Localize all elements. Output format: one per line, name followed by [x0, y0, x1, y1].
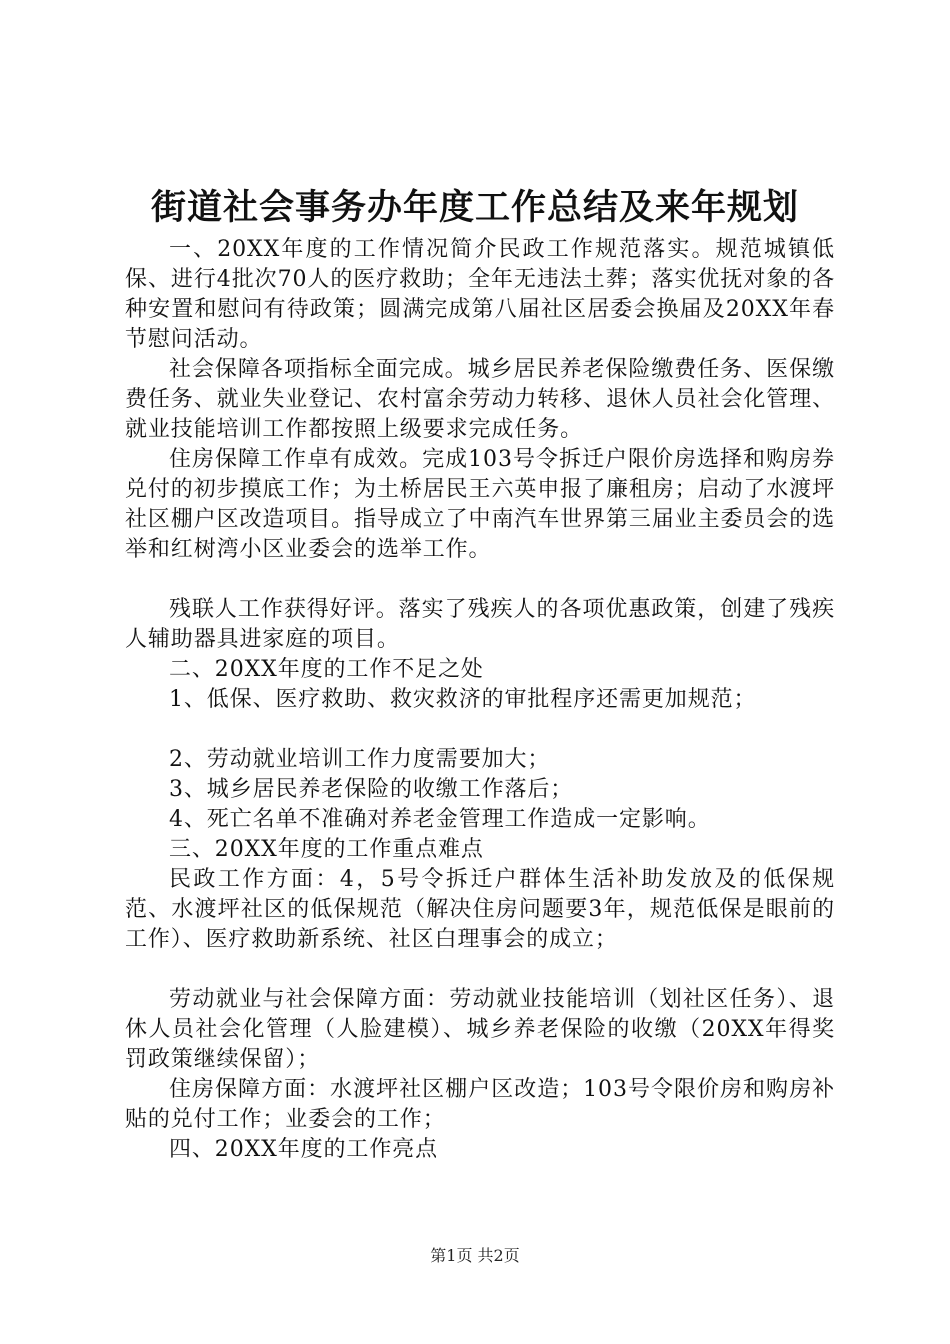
paragraph-civil-affairs: 民政工作方面：4，5号令拆迁户群体生活补助发放及的低保规范、水渡坪社区的低保规范（解决住房问题要3年，规范低保是眼前的工作）、医疗救助新系统、社区白理事会的成立；: [125, 867, 835, 952]
section-heading-shortcomings: 二、20XX年度的工作不足之处: [169, 657, 484, 682]
paragraph-work-overview: 一、20XX年度的工作情况简介民政工作规范落实。规范城镇低保、进行4批次70人的医疗救助；全年无违法土葬；落实优抚对象的各种安置和慰问有待政策；圆满完成第八届社区居委会换届及20XX年春节慰问活动。: [125, 237, 835, 352]
page-number-footer: 第1页 共2页: [430, 1246, 520, 1265]
list-item-shortcoming-3: 3、城乡居民养老保险的收缴工作落后；: [169, 777, 574, 802]
section-heading-highlights: 四、20XX年度的工作亮点: [169, 1137, 439, 1162]
paragraph-housing: 住房保障工作卓有成效。完成103号令拆迁户限价房选择和购房券兑付的初步摸底工作；为土桥居民王六英申报了廉租房；启动了水渡坪社区棚户区改造项目。指导成立了中南汽车世界第三届业主委员会的选举和红树湾小区业委会的选举工作。: [125, 447, 835, 562]
paragraph-housing-priorities: 住房保障方面：水渡坪社区棚户区改造；103号令限价房和购房补贴的兑付工作；业委会的工作；: [125, 1077, 835, 1132]
document-title: 街道社会事务办年度工作总结及来年规划: [150, 187, 799, 228]
list-item-shortcoming-1: 1、低保、医疗救助、救灾救济的审批程序还需更加规范；: [169, 687, 757, 712]
document-body: [125, 235, 835, 1165]
list-item-shortcoming-4: 4、死亡名单不准确对养老金管理工作造成一定影响。: [169, 807, 711, 832]
paragraph-social-security: 社会保障各项指标全面完成。城乡居民养老保险缴费任务、医保缴费任务、就业失业登记、农村富余劳动力转移、退休人员社会化管理、就业技能培训工作都按照上级要求完成任务。: [125, 357, 835, 442]
section-heading-priorities: 三、20XX年度的工作重点难点: [169, 837, 484, 862]
paragraph-labor-employment: 劳动就业与社会保障方面：劳动就业技能培训（划社区任务）、退休人员社会化管理（人脸建模）、城乡养老保险的收缴（20XX年得奖罚政策继续保留）；: [125, 987, 835, 1072]
paragraph-disability-federation: 残联人工作获得好评。落实了残疾人的各项优惠政策，创建了残疾人辅助器具进家庭的项目。: [125, 597, 835, 652]
list-item-shortcoming-2: 2、劳动就业培训工作力度需要加大；: [169, 747, 551, 772]
